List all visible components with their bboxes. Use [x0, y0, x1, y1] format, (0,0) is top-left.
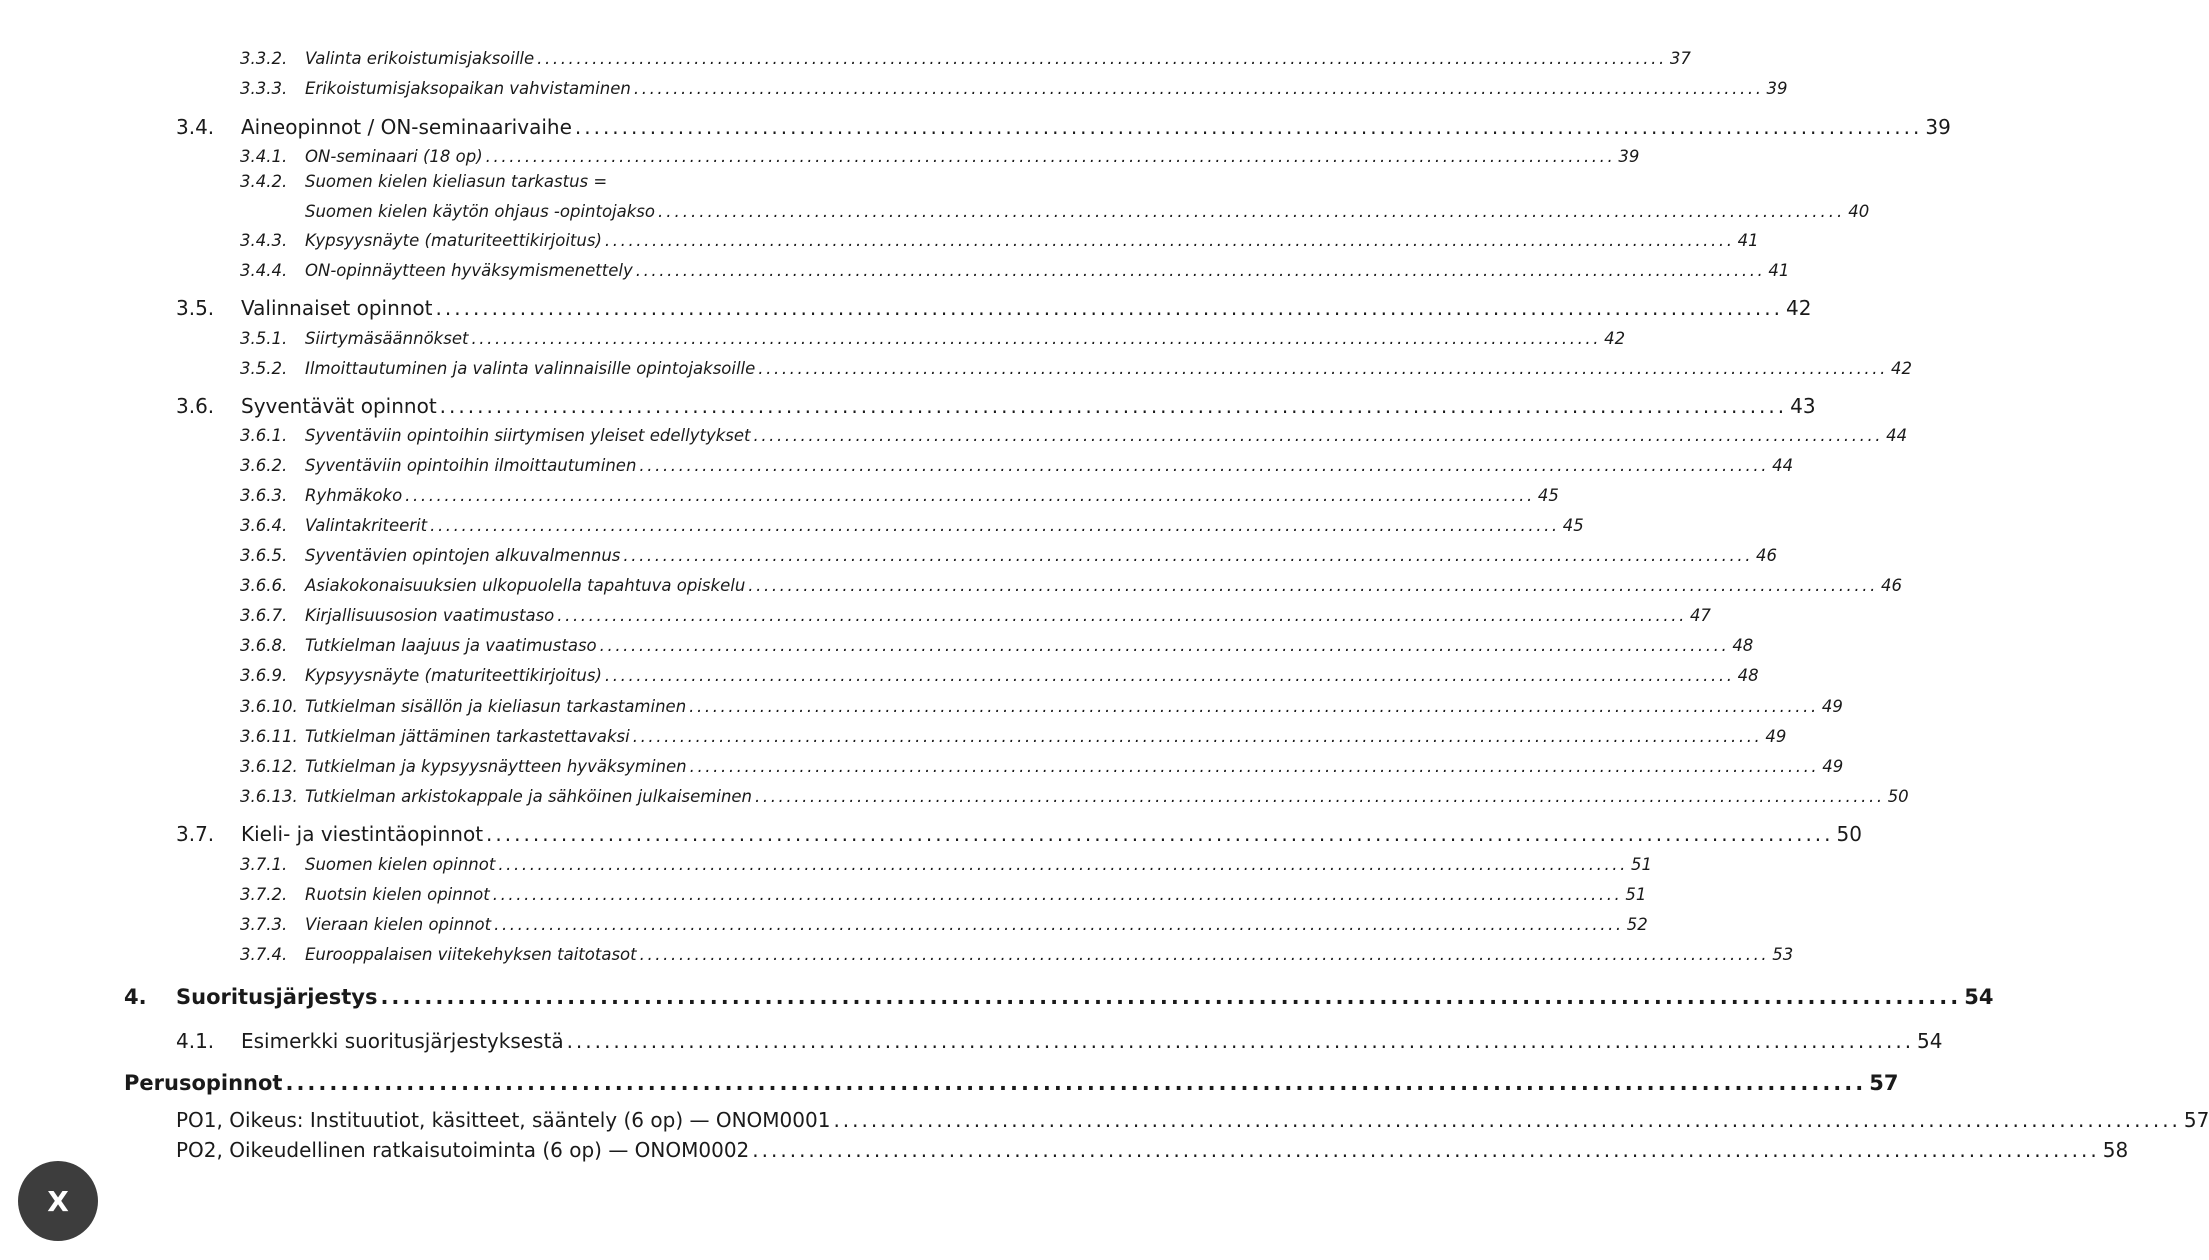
toc-title: Erikoistumisjaksopaikan vahvistaminen	[305, 79, 631, 98]
toc-entry[interactable]	[240, 885, 1647, 904]
toc-entry[interactable]	[240, 516, 1584, 535]
toc-number: 3.6.12.	[240, 757, 298, 776]
toc-leader: ................................................................................................................................................	[833, 1108, 2181, 1132]
toc-number: 3.4.3.	[240, 231, 288, 250]
toc-number: 4.1.	[176, 1029, 215, 1053]
toc-title: Syventäviin opintoihin ilmoittautuminen	[305, 456, 637, 475]
toc-page: 44	[1886, 426, 1908, 445]
toc-number: 3.6.4.	[240, 516, 288, 535]
toc-title: Kirjallisuusosion vaatimustaso	[305, 606, 555, 625]
toc-title: Valintakriteerit	[305, 516, 428, 535]
toc-title: Eurooppalaisen viitekehyksen taitotasot	[305, 945, 637, 964]
toc-page: 49	[1765, 727, 1787, 746]
toc-page: 42	[1604, 329, 1626, 348]
toc-number: 3.7.	[176, 822, 215, 846]
toc-entry[interactable]	[240, 79, 1788, 98]
toc-page: 49	[1821, 697, 1843, 716]
toc-entry-continuation[interactable]	[305, 202, 1870, 221]
toc-leader: ................................................................................................................................................	[557, 606, 1687, 625]
toc-leader: ................................................................................................................................................	[752, 1138, 2100, 1162]
toc-number: 3.6.5.	[240, 546, 288, 565]
toc-leader: ................................................................................................................................................	[498, 855, 1628, 874]
toc-page: 54	[1964, 985, 1994, 1009]
toc-number: 3.5.	[176, 296, 215, 320]
toc-number: 3.4.	[176, 115, 215, 139]
toc-leader: ................................................................................................................................................	[758, 359, 1888, 378]
toc-entry[interactable]	[240, 147, 1640, 166]
toc-page: 41	[1768, 261, 1790, 280]
toc-leader: ................................................................................................................................................	[405, 486, 1535, 505]
toc-entry[interactable]	[176, 1029, 1943, 1053]
toc-leader: ................................................................................................................................................	[492, 885, 1623, 904]
toc-course-entry[interactable]	[176, 1108, 2209, 1132]
toc-chapter[interactable]	[124, 985, 1994, 1009]
toc-page: 39	[1925, 115, 1951, 139]
toc-entry[interactable]	[240, 855, 1652, 874]
toc-number: 3.6.10.	[240, 697, 298, 716]
toc-title: Siirtymäsäännökset	[305, 329, 469, 348]
toc-title: Perusopinnot	[124, 1071, 283, 1095]
toc-page: 51	[1625, 885, 1647, 904]
toc-leader: ................................................................................................................................................	[633, 79, 1764, 98]
toc-number: 3.3.3.	[240, 79, 288, 98]
toc-page: 53	[1772, 945, 1794, 964]
toc-leader: ................................................................................................................................................	[566, 1029, 1915, 1053]
toc-entry[interactable]	[240, 757, 1844, 776]
toc-page: 37	[1669, 49, 1691, 68]
toc-page: 54	[1917, 1029, 1943, 1053]
toc-number: 3.6.13.	[240, 787, 298, 806]
toc-number: 4.	[124, 985, 147, 1009]
toc-entry[interactable]	[176, 115, 1951, 139]
toc-page: 41	[1737, 231, 1759, 250]
toc-entry[interactable]	[240, 231, 1759, 250]
toc-leader: ................................................................................................................................................	[494, 915, 1624, 934]
toc-leader: ................................................................................................................................................	[623, 546, 1754, 565]
toc-leader: ................................................................................................................................................	[755, 787, 1885, 806]
toc-entry[interactable]	[240, 606, 1711, 625]
toc-leader: ................................................................................................................................................	[753, 426, 1884, 445]
toc-page: 51	[1631, 855, 1652, 874]
toc-leader: ................................................................................................................................................	[471, 329, 1602, 348]
toc-page: 47	[1689, 606, 1711, 625]
toc-leader: ................................................................................................................................................	[285, 1071, 1867, 1095]
toc-title: Ilmoittautuminen ja valinta valinnaisille opintojaksoille	[305, 359, 756, 378]
toc-leader: ................................................................................................................................................	[574, 115, 1923, 139]
toc-page: 46	[1880, 576, 1902, 595]
toc-page: 45	[1562, 516, 1584, 535]
toc-title: Tutkielman ja kypsyysnäytteen hyväksyminen	[305, 757, 687, 776]
toc-number: 3.4.1.	[240, 147, 288, 166]
toc-leader: ................................................................................................................................................	[748, 576, 1878, 595]
x-badge-label: X	[47, 1184, 69, 1218]
toc-number: 3.5.1.	[240, 329, 288, 348]
toc-leader: ................................................................................................................................................	[599, 636, 1730, 655]
toc-entry[interactable]	[240, 915, 1648, 934]
toc-number: 3.6.2.	[240, 456, 288, 475]
toc-leader: ................................................................................................................................................	[635, 261, 1766, 280]
toc-entry[interactable]	[240, 261, 1790, 280]
toc-number: 3.6.9.	[240, 666, 288, 685]
toc-entry[interactable]	[240, 546, 1778, 565]
toc-title: Esimerkki suoritusjärjestyksestä	[241, 1029, 564, 1053]
toc-title: ON-opinnäytteen hyväksymismenettely	[305, 261, 633, 280]
toc-number: 3.6.7.	[240, 606, 288, 625]
toc-title: PO1, Oikeus: Instituutiot, käsitteet, sääntely (6 op) — ONOM0001	[176, 1108, 831, 1132]
toc-number: 3.4.2.	[240, 172, 288, 191]
toc-entry[interactable]	[240, 426, 1908, 445]
toc-number: 3.6.1.	[240, 426, 288, 445]
toc-page: 58	[2102, 1138, 2129, 1162]
toc-title: Valinnaiset opinnot	[241, 296, 433, 320]
toc-page: 50	[1836, 822, 1862, 846]
toc-entry[interactable]	[240, 727, 1787, 746]
toc-title: Kieli- ja viestintäopinnot	[241, 822, 484, 846]
toc-number: 3.6.11.	[240, 727, 298, 746]
toc-title: Syventäviin opintoihin siirtymisen yleiset edellytykset	[305, 426, 751, 445]
toc-page: 50	[1887, 787, 1909, 806]
toc-title: Ryhmäkoko	[305, 486, 403, 505]
toc-page: 46	[1756, 546, 1778, 565]
toc-title: Tutkielman arkistokappale ja sähköinen julkaiseminen	[305, 787, 753, 806]
toc-page: 42	[1890, 359, 1912, 378]
x-badge	[18, 1161, 98, 1241]
toc-leader: ................................................................................................................................................	[380, 985, 1962, 1009]
toc-entry[interactable]	[240, 359, 1912, 378]
toc-page: 57	[2183, 1108, 2209, 1132]
toc-title: Tutkielman sisällön ja kieliasun tarkastaminen	[305, 697, 687, 716]
toc-title: Tutkielman laajuus ja vaatimustaso	[305, 636, 597, 655]
toc-leader: ................................................................................................................................................	[439, 394, 1788, 418]
toc-entry[interactable]	[240, 636, 1754, 655]
toc-leader: ................................................................................................................................................	[485, 147, 1616, 166]
toc-page: 49	[1822, 757, 1844, 776]
toc-entry[interactable]	[176, 394, 1816, 418]
toc-page: 39	[1618, 147, 1640, 166]
toc-page: 45	[1537, 486, 1559, 505]
toc-entry[interactable]	[240, 49, 1691, 68]
toc-number: 3.7.2.	[240, 885, 288, 904]
toc-title: Tutkielman jättäminen tarkastettavaksi	[305, 727, 630, 746]
toc-entry[interactable]	[240, 945, 1794, 964]
toc-title: Syventävät opinnot	[241, 394, 437, 418]
toc-leader: ................................................................................................................................................	[658, 202, 1846, 221]
toc-leader: ................................................................................................................................................	[486, 822, 1834, 846]
toc-title: ON-seminaari (18 op)	[305, 147, 483, 166]
toc-title: Kypsyysnäyte (maturiteettikirjoitus)	[305, 666, 602, 685]
toc-entry[interactable]	[176, 822, 1862, 846]
toc-section-heading[interactable]	[124, 1071, 1899, 1095]
toc-course-entry[interactable]	[176, 1138, 2129, 1162]
toc-entry[interactable]	[240, 172, 864, 191]
toc-entry[interactable]	[240, 329, 1626, 348]
toc-page: 40	[1848, 202, 1870, 221]
toc-title: Suoritusjärjestys	[176, 985, 378, 1009]
toc-title: Suomen kielen käytön ohjaus -opintojakso	[305, 202, 655, 221]
toc-title: Valinta erikoistumisjaksoille	[305, 49, 535, 68]
toc-number: 3.6.6.	[240, 576, 288, 595]
toc-title: Asiakokonaisuuksien ulkopuolella tapahtuva opiskelu	[305, 576, 746, 595]
toc-number: 3.7.4.	[240, 945, 288, 964]
toc-page: 48	[1732, 636, 1754, 655]
toc-entry[interactable]	[240, 697, 1843, 716]
toc-leader: ................................................................................................................................................	[430, 516, 1560, 535]
toc-number: 3.5.2.	[240, 359, 288, 378]
toc-leader: ................................................................................................................................................	[639, 945, 1770, 964]
toc-number: 3.4.4.	[240, 261, 288, 280]
toc-entry[interactable]	[240, 666, 1759, 685]
toc-title: Syventävien opintojen alkuvalmennus	[305, 546, 621, 565]
toc-entry[interactable]	[240, 576, 1902, 595]
toc-page: 57	[1869, 1071, 1899, 1095]
toc-number: 3.7.1.	[240, 855, 288, 874]
toc-leader: ................................................................................................................................................	[632, 727, 1763, 746]
toc-entry[interactable]	[240, 486, 1559, 505]
toc-leader: ................................................................................................................................................	[689, 757, 1820, 776]
toc-number: 3.7.3.	[240, 915, 288, 934]
toc-leader: ................................................................................................................................................	[639, 456, 1770, 475]
toc-number: 3.3.2.	[240, 49, 288, 68]
toc-page: 43	[1790, 394, 1816, 418]
toc-page: 48	[1737, 666, 1759, 685]
toc-title: Kypsyysnäyte (maturiteettikirjoitus)	[305, 231, 602, 250]
toc-number: 3.6.8.	[240, 636, 288, 655]
toc-entry[interactable]	[176, 296, 1812, 320]
toc-leader: ................................................................................................................................................	[604, 666, 1735, 685]
toc-leader: ................................................................................................................................................	[537, 49, 1667, 68]
toc-page: 44	[1772, 456, 1794, 475]
toc-number: 3.6.3.	[240, 486, 288, 505]
toc-title: Aineopinnot / ON-seminaarivaihe	[241, 115, 572, 139]
toc-entry[interactable]	[240, 787, 1909, 806]
toc-title: Vieraan kielen opinnot	[305, 915, 492, 934]
toc-leader: ................................................................................................................................................	[604, 231, 1735, 250]
toc-title: Ruotsin kielen opinnot	[305, 885, 490, 904]
toc-page: 39	[1766, 79, 1788, 98]
toc-title: Suomen kielen opinnot	[305, 855, 496, 874]
toc-leader: ................................................................................................................................................	[689, 697, 1819, 716]
toc-number: 3.6.	[176, 394, 215, 418]
toc-page: 52	[1626, 915, 1648, 934]
toc-title: PO2, Oikeudellinen ratkaisutoiminta (6 op) — ONOM0002	[176, 1138, 750, 1162]
toc-title: Suomen kielen kieliasun tarkastus =	[305, 172, 608, 191]
toc-page: 42	[1785, 296, 1812, 320]
toc-leader: ................................................................................................................................................	[435, 296, 1783, 320]
toc-entry[interactable]	[240, 456, 1794, 475]
